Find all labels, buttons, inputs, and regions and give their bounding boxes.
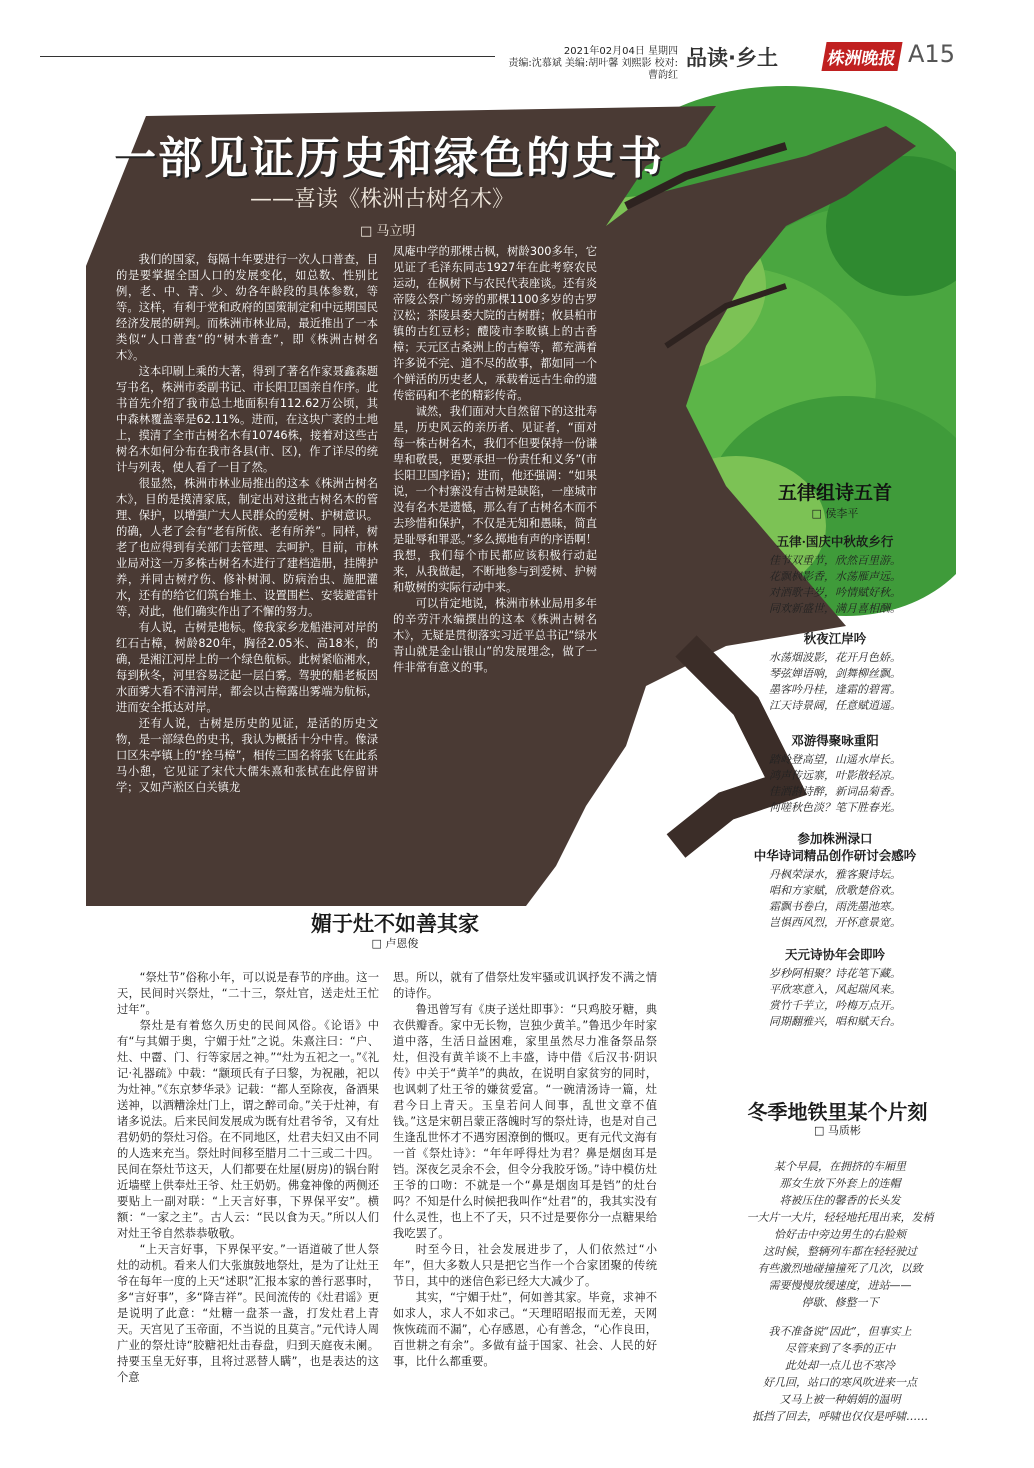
poems-title: 五律组诗五首: [777, 482, 892, 504]
paragraph: “上天言好事，下界保平安。”一语道破了世人祭灶的动机。看来人们大张旗鼓地祭灶，是为了让灶王爷在每年一度的上天“述职”汇报本家的善行恶事时，多“言好事”，多“降吉祥”。民间流传的《灶君谣》更是说明了此意：“灶糖一盘茶一盏，打发灶君上青天。天宫见了玉帝面，不当说的且莫言。”元代诗人周广业的祭灶诗“胶糖祀灶击春盘，归到天庭夜未阑。持要玉皇无好事，且将过恶替人瞒”，也是表达的这个意: [117, 1243, 379, 1384]
poem-heading: 五律·国庆中秋故乡行: [776, 534, 894, 549]
poem: [730, 533, 940, 617]
header-meta: [500, 46, 678, 82]
paragraph: 鲁迅曾写有《庚子送灶即事》：“只鸡胶牙糖，典衣供瓣香。家中无长物，岂独少黄羊。”鲁迅少年时家道中落，生活日益困难，家里虽然尽力准备祭品祭灶，但没有黄羊谈不上丰盛，诗中借《后汉书·阴识传》中关于“黄羊”的典故，在说明自家贫穷的同时，也讽刺了灶王爷的嫌贫爱富。“一碗清汤诗一篇，灶君今日上青天。玉皇若问人间事，乱世文章不值钱。”这是宋朝吕蒙正落魄时写的祭灶诗，也是对自己生逢乱世怀才不遇穷困潦倒的慨叹。更有元代文海有一首《祭灶诗》：“年年呼得灶为君？鼻是烟囱耳是铛。深夜乞灵余不会，但令分我胶牙饧。”诗中模仿灶王爷的口吻：不就是一个“鼻是烟囱耳是铛”的灶台吗？不知是什么时候把我叫作“灶君”的，我其实没有什么灵性，也上不了天，只不过是要你分一点糖果给我吃罢了。: [393, 1003, 657, 1240]
poem-line: 那女生放下外套上的连帽: [779, 1177, 901, 1190]
poem-line: 需要慢慢放缓速度，进站——: [768, 1279, 912, 1292]
poem-line: 佳节双重节，欣然百里游。: [769, 554, 901, 567]
poem-heading: 天元诗协年会即吟: [784, 947, 885, 962]
stanza-gap: [735, 1311, 945, 1323]
poem-line: 好几回，站口的寒风吹进来一点: [763, 1376, 917, 1389]
article2-title: 媚于灶不如善其家: [311, 911, 479, 936]
article3-title: 冬季地铁里某个片刻: [747, 1100, 928, 1124]
header-rule: [40, 56, 495, 57]
article1-title: 一部见证历史和绿色的史书: [112, 133, 664, 184]
header-date: 2021年02月04日 星期四: [563, 46, 678, 57]
poem-line: 平欣寒意入，风起瑞风来。: [769, 983, 901, 996]
poem-line: 踏岭登高望，山遥水岸长。: [769, 753, 901, 766]
newspaper-logo: 株洲晚报: [821, 42, 902, 71]
article1-column-2: [393, 244, 597, 676]
paragraph: 这本印刷上乘的大著，得到了著名作家聂鑫森题写书名，株洲市委副书记、市长阳卫国亲自作序。此书首先介绍了我市总土地面积有112.62万公顷，其中森林覆盖率是62.11%。进而，在这块广袤的土地上，摸清了全市古树名木有10746株，接着对这些古树名木如何分布在我市各县(市、区)，作了详尽的统计与列表，使人看了一目了然。: [116, 365, 378, 474]
paragraph: 思。所以，就有了借祭灶发牢骚或讥讽抒发不满之情的诗作。: [393, 971, 657, 1000]
poem: [730, 946, 940, 1030]
poem-line: 江天诗景阔，任意赋逍遥。: [769, 699, 901, 712]
poem-line: 赏竹千芋立，吟梅万点开。: [769, 999, 901, 1012]
poem-line: 对酒歌丰岁，吟情赋好秋。: [769, 586, 901, 599]
poem-line: 佳酒斟诗醉，新词品菊香。: [769, 785, 901, 798]
poem-line: 霜飘书卷白，雨洗墨池寒。: [769, 900, 901, 913]
article2-byline: □ 卢恩俊: [371, 937, 419, 950]
poem-line: 鸿声传远寨，叶影散轻凉。: [769, 769, 901, 782]
poems-byline: □ 侯李平: [811, 507, 859, 520]
poem-line: 何嗟秋色淡？笔下胜春光。: [769, 801, 901, 814]
poem-line: 岂惧西风烈，开怀意景宽。: [769, 916, 901, 929]
poem-line: 花飘枫影香，水荡雁声远。: [769, 570, 901, 583]
poem-line: 同期翻雅兴，唱和赋天台。: [769, 1015, 901, 1028]
poem-line: 有些激烈地碰撞撞死了几次，以致: [757, 1262, 923, 1275]
page-number: A15: [908, 40, 955, 68]
paragraph: 其实，“宁媚于灶”，何如善其家。毕竟，求神不如求人，求人不如求己。“天理昭昭报而无差，天网恢恢疏而不漏”，心存感恩，心有善念，“心作良田，百世耕之有余”。多做有益于国家、社会、人民的好事，比什么都重要。: [393, 1291, 657, 1368]
poem-line: 抵挡了回去，呼啸也仅仅是呼啸……: [752, 1410, 928, 1423]
poem-line: 停歇、修整一下: [801, 1296, 879, 1309]
poem-line: 一大片一大片，轻轻地托甩出来，发梢: [746, 1211, 934, 1224]
poem-line: 水荡烟波影，花开月色娇。: [769, 651, 901, 664]
paragraph: 有人说，古树是地标。像我家乡龙船港河对岸的红石古樟，树龄820年，胸径2.05米、高18米，的确，是湘江河岸上的一个绿色航标。此树紧临湘水，每到秋冬，河里容易泛起一层白雾。驾驶的船老板因水面雾大看不清河岸，都会以古樟露出雾端为航标，进而安全抵达对岸。: [116, 621, 378, 714]
paragraph: 凤庵中学的那棵古枫，树龄300多年，它见证了毛泽东同志1927年在此考察农民运动，在枫树下与农民代表座谈。还有炎帝陵公祭广场旁的那棵1100多岁的古罗汉松；茶陵县委大院的古树群；攸县柏市镇的古红豆杉；醴陵市李畋镇上的古香樟；天元区古桑洲上的古樟等，都充满着许多说不完、道不尽的故事，都如同一个个鲜活的历史老人，承载着远古生命的遗传密码和不老的精彩传奇。: [393, 245, 597, 402]
poem-heading: 参加株洲渌口 中华诗词精品创作研讨会感吟: [753, 831, 917, 863]
poem-line: 此处却一点儿也不寒冷: [785, 1359, 895, 1372]
section-title: 品读·乡土: [686, 46, 778, 70]
article2-column-1: [117, 970, 379, 1386]
paragraph: 还有人说，古树是历史的见证，是活的历史文物，是一部绿色的史书，我认为概括十分中肯。像渌口区朱亭镇上的“拴马樟”，相传三国名将张飞在此系马小憩，它见证了宋代大儒朱熹和张栻在此停留讲学；又如芦淞区白关镇龙: [116, 717, 378, 794]
paragraph: 我们的国家，每隔十年要进行一次人口普查，目的是要掌握全国人口的发展变化，如总数、性别比例，老、中、青、少、幼各年龄段的具体参数，等等。这样，有利于党和政府的国策制定和中远期国民经济发展的研判。而株洲市林业局，最近推出了一本类似“人口普查”的“树木普查”，即《株洲古树名木》。: [116, 253, 378, 362]
article1-column-1: [116, 252, 378, 796]
poem-line: 琴弦婵语响，剑舞柳丝飘。: [769, 667, 901, 680]
article3-poem: [735, 1158, 945, 1425]
article2-column-2: [393, 970, 657, 1370]
poem-heading: 邓游得聚咏重阳: [791, 733, 879, 748]
poem-line: 岁秒阿相聚？诗花笔下藏。: [769, 967, 901, 980]
poem-line: 同欢新盛世，满月喜相酬。: [769, 602, 901, 615]
article1-subtitle: ——喜读《株洲古树名木》: [250, 187, 515, 212]
poem-line: 恰好击中旁边男生的右脸颊: [774, 1228, 906, 1241]
poem-line: 丹枫荣渌水，雅客聚诗坛。: [769, 868, 901, 881]
poem-line: 将被压住的馨香的长头发: [779, 1194, 901, 1207]
poem: [730, 732, 940, 816]
poem-heading: 秋夜江岸吟: [803, 631, 867, 646]
paragraph: 很显然，株洲市林业局推出的这本《株洲古树名木》，目的是摸清家底，制定出对这批古树名木的管理、保护，以增强广大人民群众的爱树、护树意识。的确，人老了会有“老有所依、老有所养”。同样，树老了也应得到有关部门去管理、去呵护。目前，市林业局对这一万多株古树名木进行了建档造册，挂牌护养，并同古树疗伤、修补树洞、防病治虫、施肥灌水，还有的给它们筑台堆土、设置围栏、安装避雷针等，对此，他们确实作出了不懈的努力。: [116, 477, 378, 618]
poem-line: 尽管来到了冬季的正中: [785, 1342, 895, 1355]
poem-line: 这时候，整辆列车都在轻轻驶过: [763, 1245, 917, 1258]
poem-line: 唱和方家赋，欣歌楚俗欢。: [769, 884, 901, 897]
poem-line: 某个早晨，在拥挤的车厢里: [774, 1160, 906, 1173]
poem-line: 我不准备说“因此”，但事实上: [768, 1325, 912, 1338]
poem: [730, 830, 940, 931]
article1-byline: □ 马立明: [360, 224, 416, 239]
paragraph: 祭灶是有着悠久历史的民间风俗。《论语》中有“与其媚于奥，宁媚于灶”之说。朱熹注曰：“户、灶、中霤、门、行等家居之神。”“灶为五祀之一。”《礼记·礼器疏》中载：“颛顼氏有子曰黎，为祝融，祀以为灶神。”《东京梦华录》记载：“都人至除夜，备酒果送神，以酒糟涂灶门上，谓之醉司命。”关于灶神，有诸多说法。后来民间发展成为既有灶君爷爷，又有灶君奶奶的祭灶习俗。在不同地区，灶君夫妇又由不同的人选来充当。祭灶时间移至腊月二十三或二十四。民间在祭灶节这天，人们都要在灶屋(厨房)的锅台附近墙壁上供奉灶王爷、灶王奶奶。佛龛神像的两侧还要贴上一副对联：“上天言好事，下界保平安”。横额：“一家之主”。古人云：“民以食为天。”所以人们对灶王爷自然恭恭敬敬。: [117, 1019, 379, 1240]
poem-line: 墨客吟丹桂，逢霜的碧霄。: [769, 683, 901, 696]
paragraph: “祭灶节”俗称小年，可以说是春节的序曲。这一天，民间时兴祭灶，“二十三，祭灶官，送走灶王忙过年”。: [117, 971, 379, 1016]
header-staff: 责编:沈慕斌 美编:胡叶馨 刘熙影 校对:曹韵红: [508, 58, 678, 81]
article3-byline: □ 马质彬: [814, 1124, 861, 1137]
paragraph: 可以肯定地说，株洲市林业局用多年的辛劳汗水编撰出的这本《株洲古树名木》，无疑是贯彻落实习近平总书记“绿水青山就是金山银山”的发展理念，做了一件非常有意义的事。: [393, 597, 597, 674]
poem-line: 又马上被一种娟娟的温明: [779, 1393, 901, 1406]
poem: [730, 630, 940, 714]
paragraph: 诚然，我们面对大自然留下的这批寿星，历史风云的亲历者、见证者，“面对每一株古树名木，我们不但要保持一份谦卑和敬畏，更要承担一份责任和义务”(市长阳卫国序语)；进而，他还强调：“如果说，一个村寨没有古树是缺陷，一座城市没有名木是遗憾，那么有了古树名木而不去珍惜和保护，不仅是无知和愚昧，简直是耻辱和罪恶。”多么掷地有声的序语啊！我想，我们每个市民都应该积极行动起来，从我做起，不断地参与到爱树、护树和敬树的实际行动中来。: [393, 405, 597, 594]
paragraph: 时至今日，社会发展进步了，人们依然过“小年”，但大多数人只是把它当作一个合家团聚的传统节日，其中的迷信色彩已经大大减少了。: [393, 1243, 657, 1288]
